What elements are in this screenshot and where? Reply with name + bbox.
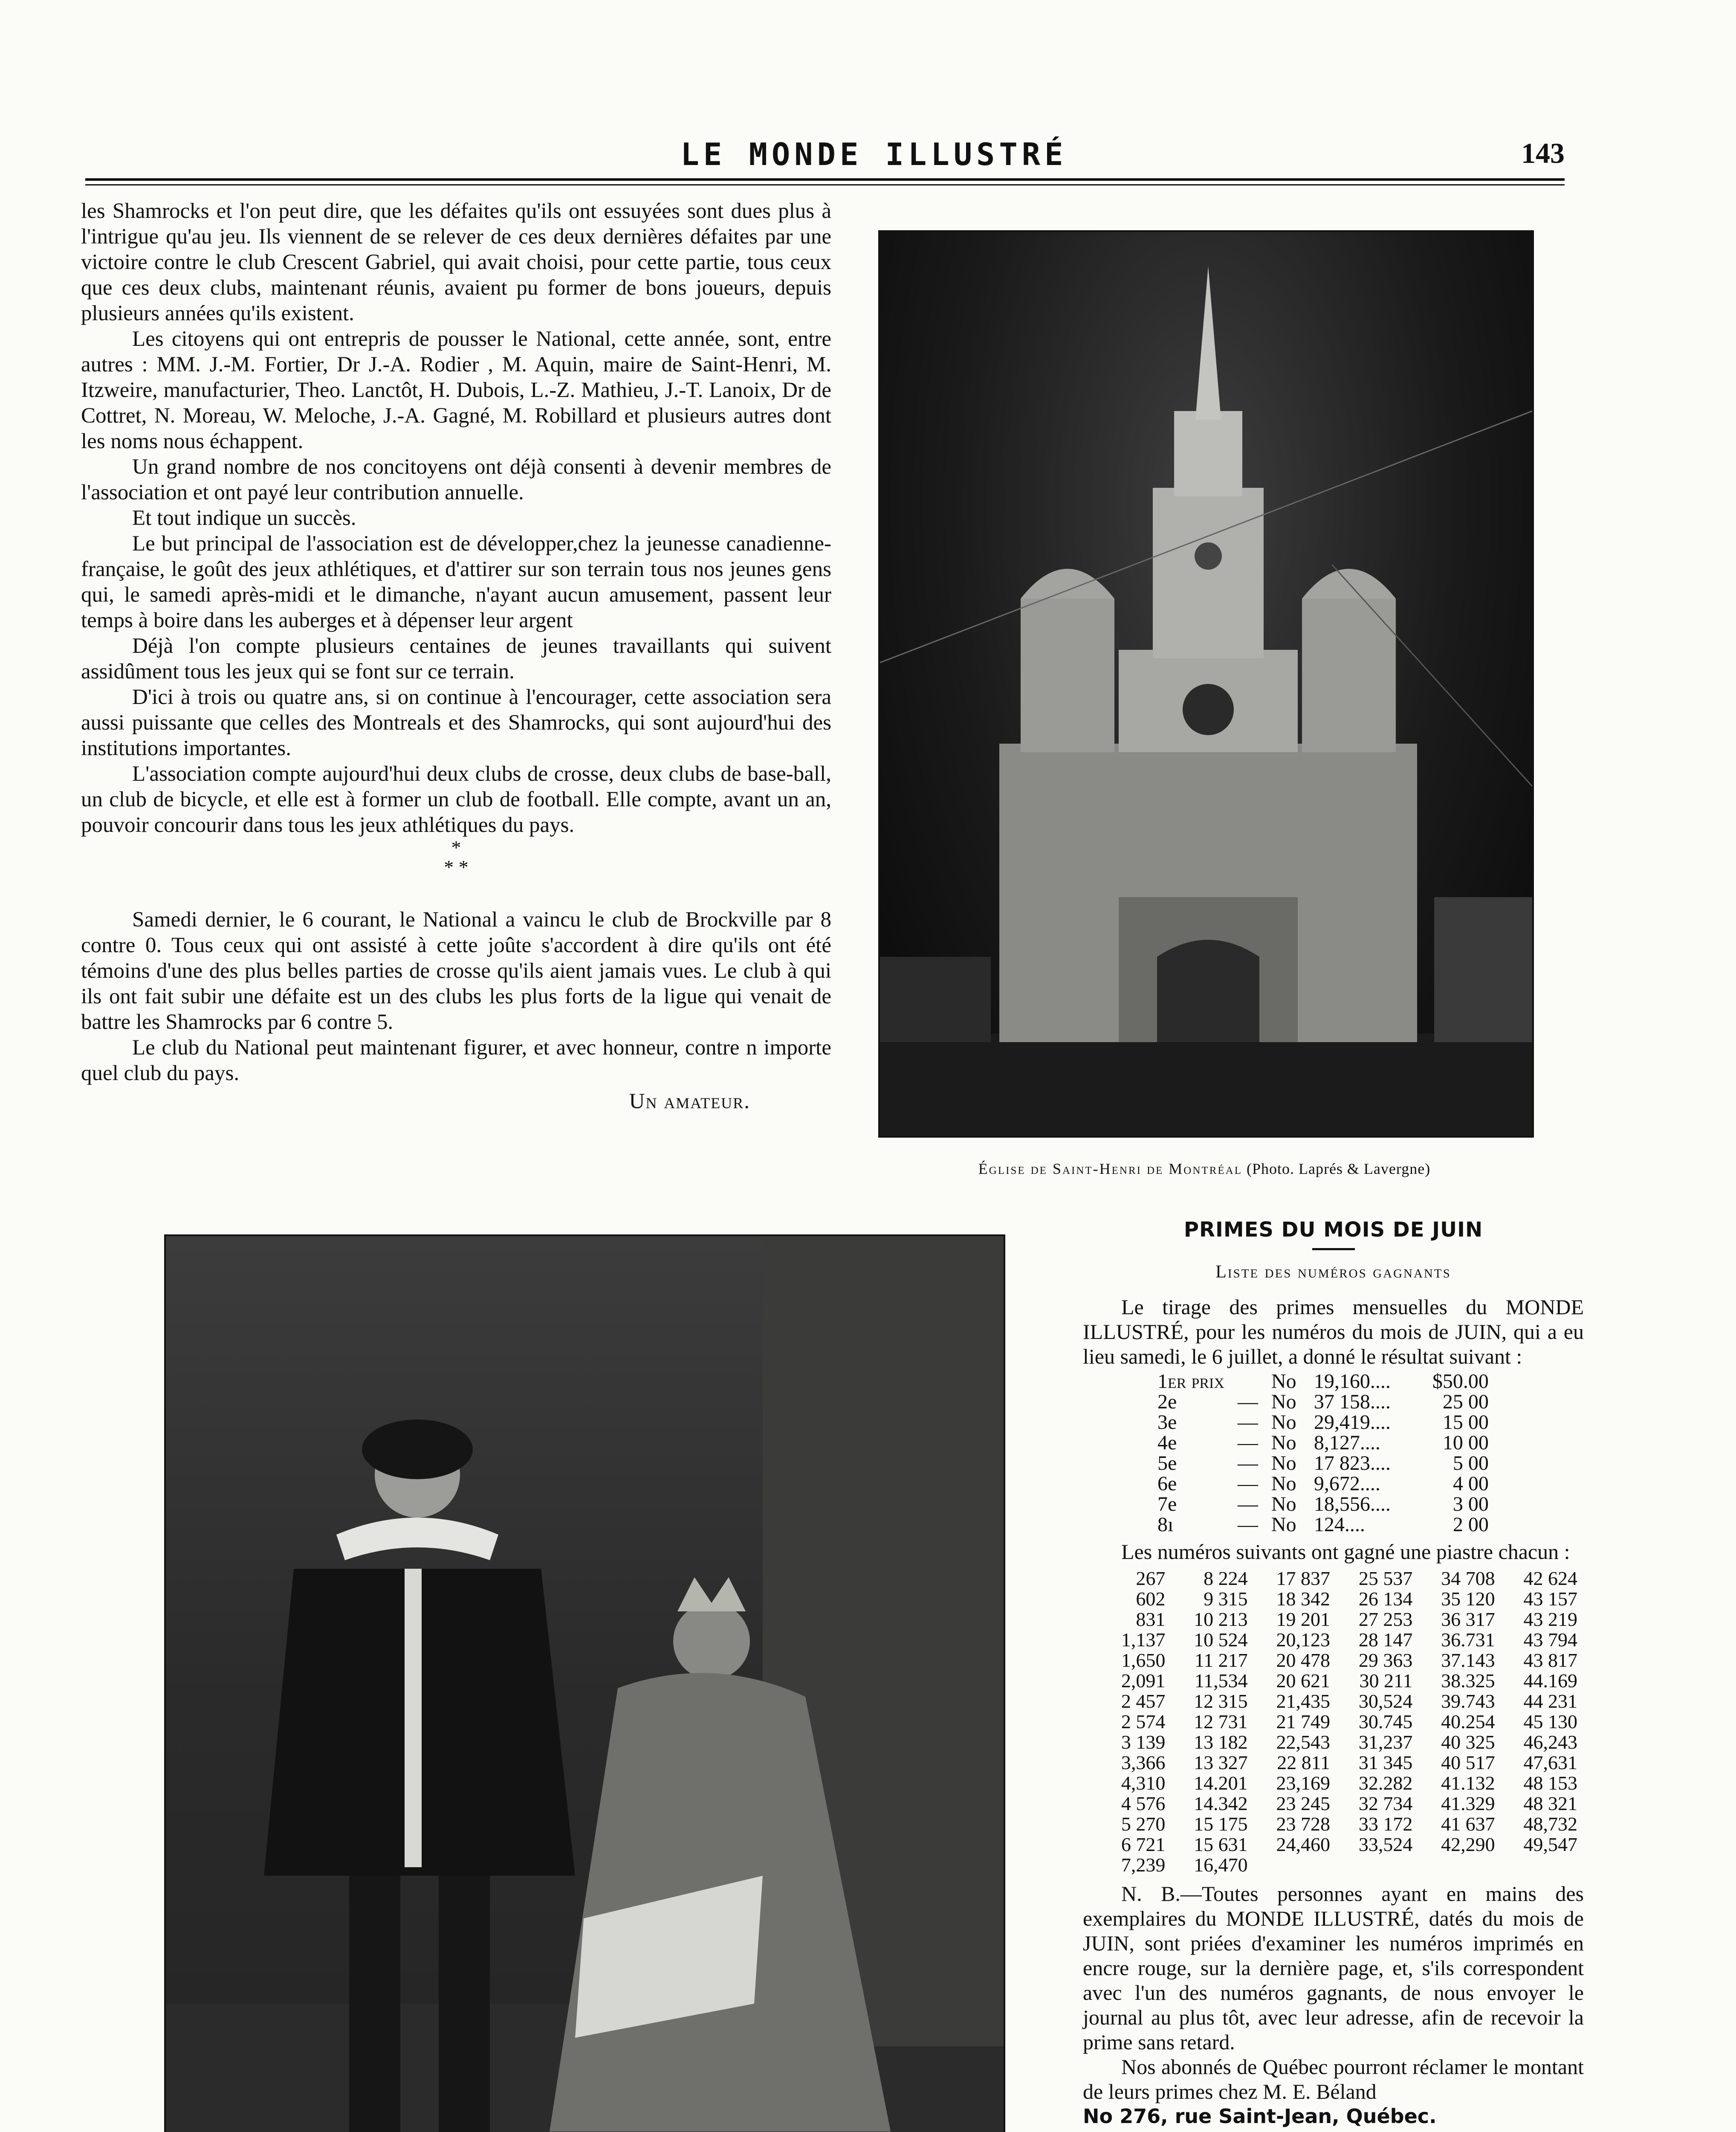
winning-number: 22,543 (1276, 1731, 1330, 1753)
winning-number (1412, 1855, 1495, 1875)
winning-number: 34 708 (1441, 1567, 1495, 1589)
winning-number: 47,631 (1523, 1752, 1577, 1773)
prize-number: 19,160.... (1314, 1370, 1391, 1393)
prize-dash (1229, 1371, 1271, 1392)
prize-dash: — (1237, 1472, 1258, 1495)
left-article-column (81, 198, 831, 1114)
winning-number: 2,091 (1121, 1670, 1166, 1692)
winning-numbers-row (1083, 1834, 1577, 1855)
prize-row (1157, 1453, 1493, 1474)
winning-numbers-row (1083, 1691, 1577, 1712)
church-photo (878, 230, 1534, 1138)
header-rule-thin (85, 184, 1565, 185)
winning-number: 25 537 (1358, 1567, 1413, 1589)
winning-numbers-row (1083, 1712, 1577, 1732)
winning-number: 40.254 (1441, 1711, 1495, 1732)
church-caption-title: Église de Saint-Henri de Montréal (978, 1160, 1242, 1177)
prize-number: 124.... (1314, 1513, 1365, 1536)
winning-numbers-row (1083, 1773, 1577, 1793)
prize-amount: 4 00 (1452, 1472, 1489, 1495)
winning-number: 11,534 (1194, 1670, 1248, 1692)
winning-number: 5 270 (1121, 1813, 1166, 1835)
winning-number: 23 728 (1276, 1813, 1330, 1835)
prize-no-label: No (1271, 1472, 1296, 1495)
winning-number: 19 201 (1276, 1608, 1330, 1630)
winning-number: 44.169 (1523, 1670, 1577, 1692)
winning-number: 1,650 (1121, 1649, 1166, 1671)
nb-notice: N. B.—Toutes personnes ayant en mains des exemplaires du MONDE ILLUSTRÉ, datés du mois de JUIN, sont priées d'examiner les numéros imprimés en encre rouge, sur la dernière page, et, s'ils correspondent avec l'un des numéros gagnants, de nous envoyer le journal au plus tôt, avec leur adresse, afin de recevoir la prime sans retard. (1083, 1882, 1584, 2054)
winning-number: 42,290 (1441, 1834, 1495, 1855)
winning-number: 33 172 (1358, 1813, 1413, 1835)
winning-number: 20,123 (1276, 1629, 1330, 1651)
winning-number: 30.745 (1358, 1711, 1413, 1732)
winning-number: 48 321 (1523, 1793, 1577, 1814)
winning-numbers-row (1083, 1671, 1577, 1691)
prize-row (1157, 1412, 1493, 1433)
winning-number: 7,239 (1121, 1854, 1166, 1876)
winning-number: 12 315 (1194, 1690, 1248, 1712)
winning-number: 23,169 (1276, 1772, 1330, 1794)
winning-number: 21 749 (1276, 1711, 1330, 1732)
prize-row (1157, 1494, 1493, 1515)
winning-number: 32 734 (1358, 1793, 1413, 1814)
winning-number: 17 837 (1276, 1567, 1330, 1589)
winning-number: 831 (1136, 1608, 1166, 1630)
winning-number: 48 153 (1523, 1772, 1577, 1794)
article-paragraph: Un grand nombre de nos concitoyens ont déjà consenti à devenir membres de l'association et ont payé leur contribution annuelle. (81, 455, 831, 504)
piastre-intro: Les numéros suivants ont gagné une piastre chacun : (1121, 1540, 1570, 1564)
prize-rank: 7e (1157, 1493, 1177, 1515)
prize-no-label: No (1271, 1452, 1296, 1474)
prize-row (1157, 1515, 1493, 1535)
article-paragraph: Et tout indique un succès. (132, 506, 356, 530)
winning-numbers-row (1083, 1793, 1577, 1814)
prize-number: 18,556.... (1314, 1493, 1391, 1515)
primes-column (1083, 1217, 1584, 2129)
primes-subtitle: Liste des numéros gagnants (1215, 1262, 1451, 1282)
winning-numbers-row (1083, 1568, 1577, 1589)
prize-rank: 2e (1157, 1390, 1177, 1413)
winning-number: 14.342 (1194, 1793, 1248, 1814)
winning-number: 41 637 (1441, 1813, 1495, 1835)
winning-number: 40 517 (1441, 1752, 1495, 1773)
prize-amount: 5 00 (1452, 1452, 1489, 1474)
winning-number: 36.731 (1441, 1629, 1495, 1651)
prize-amount: $50.00 (1432, 1370, 1489, 1393)
winning-number: 13 182 (1194, 1731, 1248, 1753)
prizes-table (1157, 1371, 1493, 1535)
winning-number: 30 211 (1359, 1670, 1413, 1692)
winning-number: 49,547 (1523, 1834, 1577, 1855)
winning-number: 29 363 (1358, 1649, 1413, 1671)
prize-dash: — (1237, 1493, 1258, 1515)
prize-row (1157, 1371, 1493, 1392)
winning-number: 9 315 (1204, 1588, 1248, 1610)
prize-no-label: No (1271, 1493, 1296, 1515)
winning-number: 22 811 (1277, 1752, 1330, 1773)
newspaper-title: LE MONDE ILLUSTRÉ (680, 136, 1068, 172)
winning-number: 16,470 (1194, 1854, 1248, 1876)
winning-number: 13 327 (1194, 1752, 1248, 1773)
winning-number: 2 457 (1121, 1690, 1166, 1712)
winning-number: 24,460 (1276, 1834, 1330, 1855)
winning-number (1330, 1855, 1412, 1875)
prize-no-label: No (1271, 1411, 1296, 1434)
winning-number: 3,366 (1121, 1752, 1166, 1773)
prize-dash: — (1237, 1452, 1258, 1474)
winning-number: 37.143 (1441, 1649, 1495, 1671)
quebec-notice: Nos abonnés de Québec pourront réclamer le montant de leurs primes chez M. E. Béland (1083, 2055, 1584, 2103)
winning-number: 48,732 (1523, 1813, 1577, 1835)
prize-rank: 4e (1157, 1431, 1177, 1454)
winning-number: 31 345 (1358, 1752, 1413, 1773)
winning-number: 44 231 (1523, 1690, 1577, 1712)
winning-number: 31,237 (1358, 1731, 1413, 1753)
prize-rank: 1er prix (1157, 1370, 1224, 1393)
cavalcade-photo (164, 1234, 1005, 2132)
winning-number: 8 224 (1204, 1567, 1248, 1589)
article-paragraph: Le but principal de l'association est de développer,chez la jeunesse canadienne-française, le goût des jeux athlétiques, et d'attirer sur son terrain tous nos jeunes gens qui, le samedi après-midi et le dimanche, n'ayant aucun amusement, passent leur temps à boire dans les auberges et à dépenser leur argent (81, 532, 831, 632)
prize-rank: 8ı (1157, 1513, 1174, 1536)
article-paragraph: Samedi dernier, le 6 courant, le National a vaincu le club de Brockville par 8 contre 0. Tous ceux qui ont assisté à cette joûte s'accordent à dire qu'ils ont été témoins d'une des plus belles parties de crosse qu'ils aient jamais vues. Le club à qui ils ont fait subir une défaite est un des clubs les plus forts de la ligue qui venait de battre les Shamrocks par 6 contre 5. (81, 908, 831, 1034)
winning-number: 43 794 (1523, 1629, 1577, 1651)
winning-number: 26 134 (1358, 1588, 1413, 1610)
prize-rank: 5e (1157, 1452, 1177, 1474)
winning-number: 30,524 (1358, 1690, 1413, 1712)
prize-number: 29,419.... (1314, 1411, 1391, 1434)
winning-number: 11 217 (1194, 1649, 1248, 1671)
winning-number: 42 624 (1523, 1567, 1577, 1589)
prize-number: 37 158.... (1314, 1390, 1391, 1413)
primes-title-dash (1312, 1248, 1355, 1250)
winning-numbers-row (1083, 1589, 1577, 1609)
winning-number: 45 130 (1523, 1711, 1577, 1732)
winning-number: 15 631 (1194, 1834, 1248, 1855)
prize-amount: 2 00 (1452, 1513, 1489, 1536)
prize-number: 9,672.... (1314, 1472, 1380, 1495)
winning-number: 4,310 (1121, 1772, 1166, 1794)
winning-number: 18 342 (1276, 1588, 1330, 1610)
prize-amount: 3 00 (1452, 1493, 1489, 1515)
prize-row (1157, 1392, 1493, 1412)
winning-number: 41.329 (1441, 1793, 1495, 1814)
winning-numbers-row (1083, 1609, 1577, 1630)
article-signature: Un amateur. (629, 1089, 750, 1113)
prize-dash: — (1237, 1411, 1258, 1434)
article-paragraph: D'ici à trois ou quatre ans, si on continue à l'encourager, cette association sera aussi puissante que celles des Montreals et des Shamrocks, qui sont aujourd'hui des institutions importantes. (81, 685, 831, 760)
prize-number: 17 823.... (1314, 1452, 1391, 1474)
winning-number: 6 721 (1121, 1834, 1166, 1855)
winning-number: 46,243 (1523, 1731, 1577, 1753)
winning-number: 4 576 (1121, 1793, 1166, 1814)
church-illustration (880, 232, 1532, 1136)
article-paragraph: Les citoyens qui ont entrepris de pousser le National, cette année, sont, entre autres : MM. J.-M. Fortier, Dr J.-A. Rodier , M. Aquin, maire de Saint-Henri, M. Itzweire, manufacturier, Theo. Lanctôt, H. Dubois, L.-Z. Mathieu, J.-T. Lanoix, Dr de Cottret, N. Moreau, W. Meloche, J.-A. Gagné, M. Robillard et plusieurs autres dont les noms nous échappent. (81, 327, 831, 453)
winning-numbers-row (1083, 1753, 1577, 1773)
winning-number: 41.132 (1441, 1772, 1495, 1794)
church-caption-credit: (Photo. Laprés & Lavergne) (1246, 1160, 1431, 1177)
prize-dash: — (1237, 1513, 1258, 1536)
winning-number: 267 (1136, 1567, 1166, 1589)
winning-numbers-row (1083, 1814, 1577, 1834)
winning-numbers-row (1083, 1732, 1577, 1753)
cavalcade-illustration (166, 1236, 1004, 2132)
prize-no-label: No (1271, 1390, 1296, 1413)
winning-number: 38.325 (1441, 1670, 1495, 1692)
winning-number: 36 317 (1441, 1608, 1495, 1630)
church-photo-caption (878, 1160, 1531, 1178)
winning-number: 10 524 (1194, 1629, 1248, 1651)
winning-number: 3 139 (1121, 1731, 1166, 1753)
winning-number: 12 731 (1194, 1711, 1248, 1732)
article-paragraph: Le club du National peut maintenant figurer, et avec honneur, contre n importe quel club du pays. (81, 1036, 831, 1085)
article-paragraph: L'association compte aujourd'hui deux clubs de crosse, deux clubs de base-ball, un club de bicycle, et elle est à former un club de football. Elle compte, avant un an, pouvoir concourir dans tous les jeux athlétiques du pays. (81, 762, 831, 837)
quebec-address: No 276, rue Saint-Jean, Québec. (1083, 2105, 1437, 2128)
winning-numbers-row (1083, 1650, 1577, 1671)
winning-number: 43 817 (1523, 1649, 1577, 1671)
winning-number: 43 219 (1523, 1608, 1577, 1630)
prize-rank: 3e (1157, 1411, 1177, 1434)
prize-amount: 15 00 (1442, 1411, 1489, 1434)
prize-amount: 25 00 (1442, 1390, 1489, 1413)
winning-number: 15 175 (1194, 1813, 1248, 1835)
winning-number: 32.282 (1358, 1772, 1413, 1794)
section-separator-stars: * * * (444, 837, 469, 878)
winning-number (1495, 1855, 1577, 1875)
winning-number: 14.201 (1194, 1772, 1248, 1794)
prize-row (1157, 1474, 1493, 1494)
winning-number (1248, 1855, 1330, 1875)
prize-no-label: No (1271, 1431, 1296, 1454)
winning-number: 39.743 (1441, 1690, 1495, 1712)
page-number: 143 (1521, 137, 1565, 169)
winning-numbers-row (1083, 1855, 1577, 1875)
article-paragraph: Déjà l'on compte plusieurs centaines de jeunes travaillants qui suivent assidûment tous les jeux qui se font sur ce terrain. (81, 634, 831, 684)
prize-number: 8,127.... (1314, 1431, 1380, 1454)
winning-number: 20 478 (1276, 1649, 1330, 1671)
header-rule-thick (85, 178, 1565, 181)
winning-numbers-row (1083, 1630, 1577, 1650)
winning-number: 43 157 (1523, 1588, 1577, 1610)
prize-dash: — (1237, 1390, 1258, 1413)
primes-intro: Le tirage des primes mensuelles du MONDE ILLUSTRÉ, pour les numéros du mois de JUIN, qui a eu lieu samedi, le 6 juillet, a donné le résultat suivant : (1083, 1295, 1584, 1368)
winning-number: 10 213 (1194, 1608, 1248, 1630)
winning-number: 602 (1136, 1588, 1166, 1610)
winning-numbers-table (1083, 1568, 1577, 1875)
prize-no-label: No (1271, 1513, 1296, 1536)
prize-amount: 10 00 (1442, 1431, 1489, 1454)
winning-number: 1,137 (1121, 1629, 1166, 1651)
winning-number: 23 245 (1276, 1793, 1330, 1814)
prize-rank: 6e (1157, 1472, 1177, 1495)
winning-number: 27 253 (1358, 1608, 1413, 1630)
prize-row (1157, 1433, 1493, 1453)
primes-title: PRIMES DU MOIS DE JUIN (1183, 1218, 1483, 1242)
winning-number: 20 621 (1276, 1670, 1330, 1692)
winning-number: 40 325 (1441, 1731, 1495, 1753)
winning-number: 35 120 (1441, 1588, 1495, 1610)
winning-number: 21,435 (1276, 1690, 1330, 1712)
prize-no-label: No (1271, 1370, 1296, 1393)
prize-dash: — (1237, 1431, 1258, 1454)
winning-number: 2 574 (1121, 1711, 1166, 1732)
winning-number: 33,524 (1358, 1834, 1413, 1855)
winning-number: 28 147 (1358, 1629, 1413, 1651)
article-paragraph: les Shamrocks et l'on peut dire, que les défaites qu'ils ont essuyées sont dues plus à l'intrigue qu'au jeu. Ils viennent de se relever de ces deux dernières défaites par une victoire contre le club Crescent Gabriel, qui avait choisi, pour cette partie, tous ceux que ces deux clubs, maintenant réunis, avaient pu former de bons joueurs, depuis plusieurs années qu'ils existent. (81, 199, 831, 325)
